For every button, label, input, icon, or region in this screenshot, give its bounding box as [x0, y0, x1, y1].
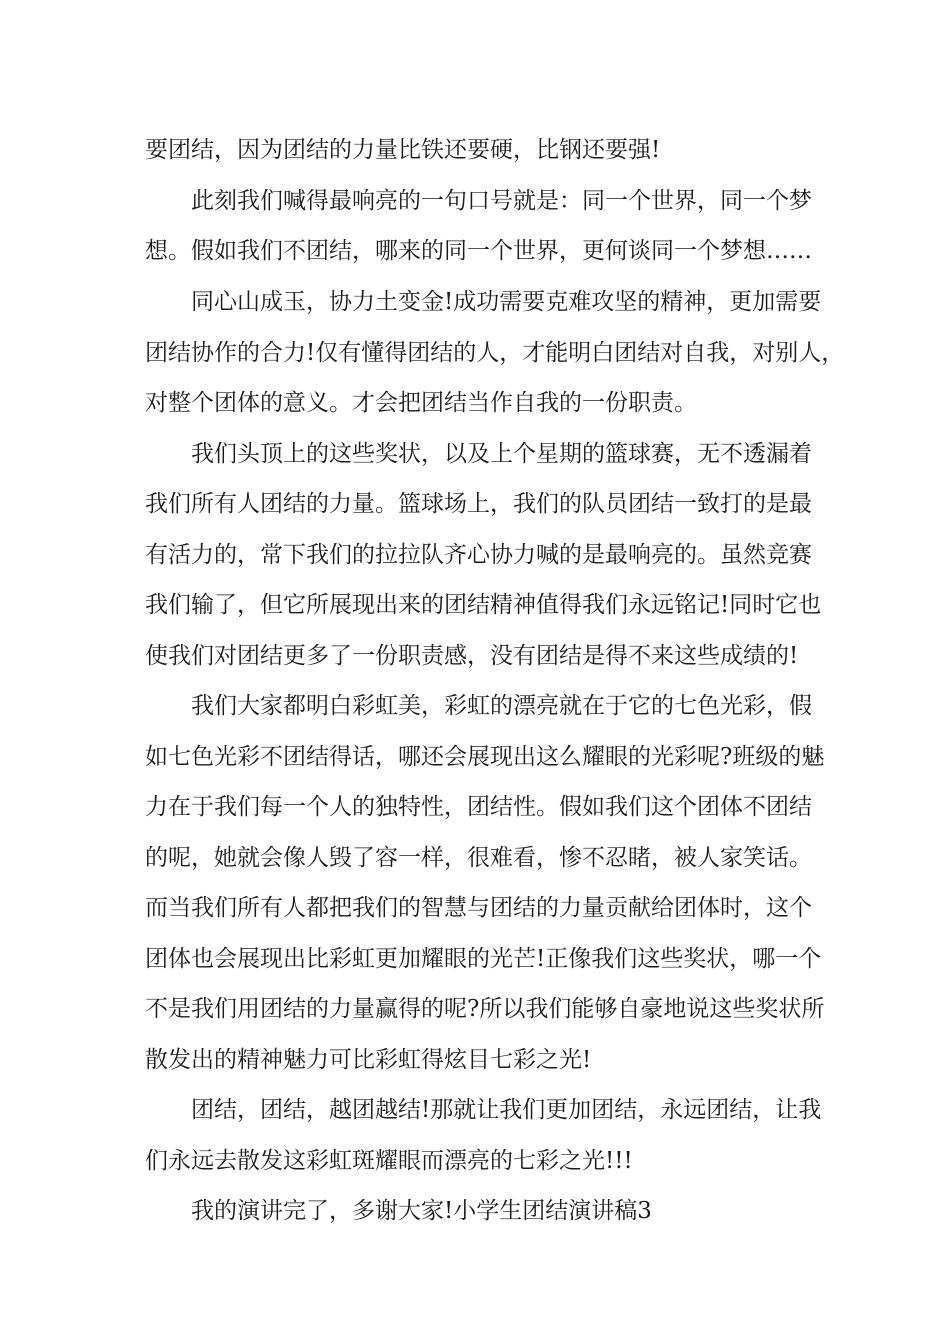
text-line: 散发出的精神魅力可比彩虹得炫目七彩之光! — [145, 1047, 592, 1073]
text-line: 团体也会展现出比彩虹更加耀眼的光芒!正像我们这些奖状，哪一个 — [145, 946, 822, 972]
text-line: 对整个团体的意义。才会把团结当作自我的一份职责。 — [145, 390, 697, 416]
text-line: 团结协作的合力!仅有懂得团结的人，才能明白团结对自我，对别人， — [145, 340, 845, 366]
text-line: 我们头顶上的这些奖状，以及上个星期的篮球赛，无不透漏着 — [191, 441, 812, 467]
text-line: 不是我们用团结的力量赢得的呢?所以我们能够自豪地说这些奖状所 — [145, 996, 825, 1022]
text-line: 我们大家都明白彩虹美，彩虹的漂亮就在于它的七色光彩，假 — [191, 693, 812, 719]
text-line: 的呢，她就会像人毁了容一样，很难看，惨不忍睹，被人家笑话。 — [145, 845, 812, 871]
text-line: 力在于我们每一个人的独特性，团结性。假如我们这个团体不团结 — [145, 794, 812, 820]
text-line: 有活力的，常下我们的拉拉队齐心协力喊的是最响亮的。虽然竞赛 — [145, 542, 812, 568]
text-line: 想。假如我们不团结，哪来的同一个世界，更何谈同一个梦想…… — [145, 238, 812, 264]
text-line: 使我们对团结更多了一份职责感，没有团结是得不来这些成绩的! — [145, 643, 799, 669]
text-line: 此刻我们喊得最响亮的一句口号就是：同一个世界，同一个梦 — [191, 188, 812, 214]
text-line: 同心山成玉，协力土变金!成功需要克难攻坚的精神，更加需要 — [191, 289, 822, 315]
text-line: 团结，团结，越团越结!那就让我们更加团结，永远团结，让我 — [191, 1097, 822, 1123]
text-line: 我们所有人团结的力量。篮球场上，我们的队员团结一致打的是最 — [145, 491, 812, 517]
text-line: 们永远去散发这彩虹斑耀眼而漂亮的七彩之光!!! — [145, 1148, 633, 1174]
text-line: 我们输了，但它所展现出来的团结精神值得我们永远铭记!同时它也 — [145, 592, 822, 618]
text-line: 我的演讲完了，多谢大家!小学生团结演讲稿3 — [191, 1198, 652, 1224]
text-line: 要团结，因为团结的力量比铁还要硬，比钢还要强! — [145, 137, 661, 163]
text-line: 而当我们所有人都把我们的智慧与团结的力量贡献给团体时，这个 — [145, 895, 812, 921]
text-line: 如七色光彩不团结得话，哪还会展现出这么耀眼的光彩呢?班级的魅 — [145, 744, 825, 770]
